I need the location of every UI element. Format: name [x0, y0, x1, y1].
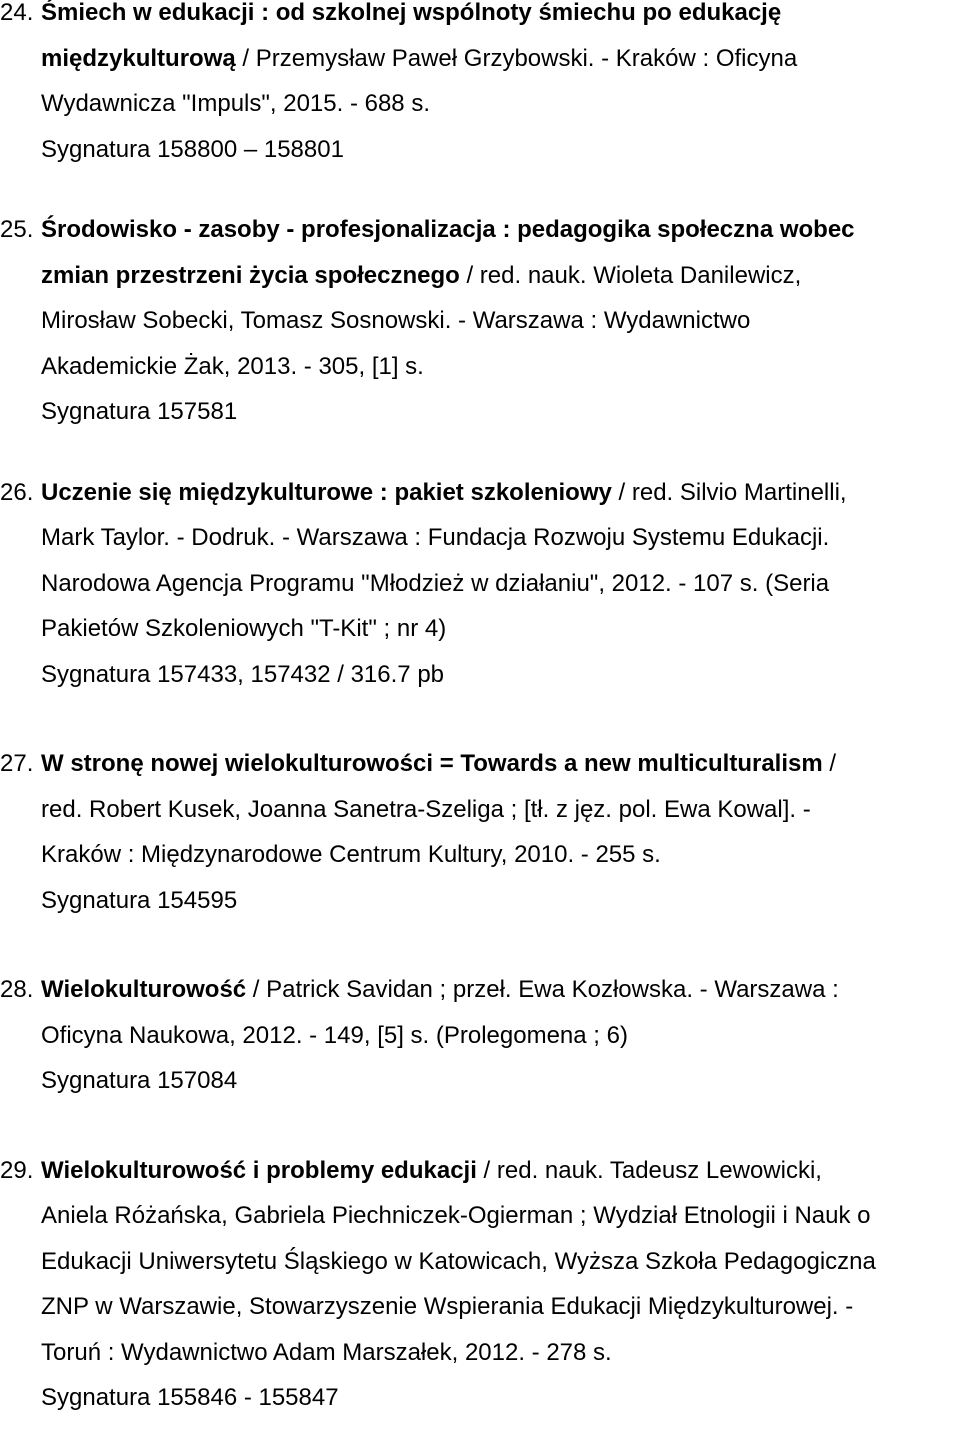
entry-line: [41, 81, 960, 127]
entry-text: Sygnatura 158800 – 158801: [41, 135, 344, 163]
entry-line: [41, 36, 960, 82]
entry-text: Sygnatura 154595: [41, 886, 238, 914]
entry-line: [41, 787, 960, 833]
entry-text: Sygnatura 157084: [41, 1067, 238, 1094]
entry-text: red. Robert Kusek, Joanna Sanetra-Szeliga ; [tł. z jęz. pol. Ewa Kowal]. -: [41, 795, 811, 823]
entry-text: Sygnatura 157581: [41, 398, 238, 425]
entry-number: 24.: [0, 0, 34, 26]
entry-title: zmian przestrzeni życia społecznego: [41, 261, 460, 289]
entry-number: 29.: [0, 1156, 34, 1184]
entry-line: [41, 832, 960, 878]
entry-text: Edukacji Uniwersytetu Śląskiego w Katowicach, Wyższa Szkoła Pedagogiczna: [41, 1247, 876, 1275]
entry-line: [41, 1330, 960, 1376]
entry-text: Oficyna Naukowa, 2012. - 149, [5] s. (Prolegomena ; 6): [41, 1021, 628, 1049]
entry-line: [41, 561, 960, 607]
entry-number: 28.: [0, 976, 34, 1003]
entry-line: [41, 741, 960, 787]
entry-line: [41, 606, 960, 652]
entry-signature: [41, 878, 960, 924]
entry-title: Wielokulturowość: [41, 976, 247, 1003]
entry-number: 27.: [0, 750, 34, 777]
bibliography-entry-27: [0, 741, 960, 923]
entry-text: Sygnatura 155846 - 155847: [41, 1384, 339, 1411]
entry-title: Wielokulturowość i problemy edukacji: [41, 1156, 477, 1184]
entry-text: Kraków : Międzynarodowe Centrum Kultury, 2010. - 255 s.: [41, 841, 661, 868]
entry-signature: [41, 1058, 960, 1104]
entry-signature: [41, 652, 960, 698]
entry-line: [41, 1013, 960, 1059]
entry-text: Toruń : Wydawnictwo Adam Marszałek, 2012. - 278 s.: [41, 1338, 612, 1366]
entry-title: Środowisko - zasoby - profesjonalizacja : pedagogika społeczna wobec: [41, 216, 855, 243]
entry-text: Mark Taylor. - Dodruk. - Warszawa : Fundacja Rozwoju Systemu Edukacji.: [41, 524, 830, 551]
entry-number: 25.: [0, 216, 34, 243]
entry-title: międzykulturową: [41, 44, 236, 72]
entry-text: /: [822, 750, 837, 777]
entry-text: / Patrick Savidan ; przeł. Ewa Kozłowska. - Warszawa :: [246, 976, 839, 1003]
entry-number: 26.: [0, 478, 34, 506]
entry-text: ZNP w Warszawie, Stowarzyszenie Wspierania Edukacji Międzykulturowej. -: [41, 1293, 854, 1320]
entry-text: Wydawnicza "Impuls", 2015. - 688 s.: [41, 90, 430, 117]
entry-line: [41, 0, 960, 36]
entry-text: / red. Silvio Martinelli,: [611, 478, 847, 506]
entry-text: / red. nauk. Wioleta Danilewicz,: [459, 261, 802, 289]
entry-signature: [41, 1375, 960, 1421]
entry-line: [41, 515, 960, 561]
entry-line: [41, 207, 960, 253]
bibliography-entry-28: [0, 967, 960, 1104]
entry-title: Śmiech w edukacji : od szkolnej wspólnoty śmiechu po edukację: [41, 0, 782, 26]
entry-line: [41, 253, 960, 299]
entry-title: Uczenie się międzykulturowe : pakiet szkoleniowy: [41, 478, 612, 506]
entry-signature: [41, 389, 960, 435]
entry-text: Sygnatura 157433, 157432 / 316.7 pb: [41, 660, 445, 688]
bibliography-entry-24: [0, 0, 960, 172]
entry-line: [41, 967, 960, 1013]
entry-line: [41, 470, 960, 516]
entry-text: / red. nauk. Tadeusz Lewowicki,: [476, 1156, 822, 1184]
entry-line: [41, 1193, 960, 1239]
entry-line: [41, 1239, 960, 1285]
entry-line: [41, 1284, 960, 1330]
entry-text: Akademickie Żak, 2013. - 305, [1] s.: [41, 352, 424, 380]
entry-text: / Przemysław Paweł Grzybowski. - Kraków : Oficyna: [235, 44, 798, 72]
entry-text: Narodowa Agencja Programu "Młodzież w działaniu", 2012. - 107 s. (Seria: [41, 569, 830, 597]
entry-line: [41, 1148, 960, 1194]
bibliography-entry-25: [0, 207, 960, 435]
entry-text: Mirosław Sobecki, Tomasz Sosnowski. - Warszawa : Wydawnictwo: [41, 307, 751, 334]
entry-text: Pakietów Szkoleniowych "T-Kit" ; nr 4): [41, 615, 447, 642]
entry-signature: [41, 127, 960, 173]
bibliography-entry-26: [0, 470, 960, 698]
bibliography-entry-29: [0, 1148, 960, 1421]
entry-title: W stronę nowej wielokulturowości = Towards a new multiculturalism: [41, 750, 823, 777]
entry-line: [41, 298, 960, 344]
entry-text: Aniela Różańska, Gabriela Piechniczek-Ogierman ; Wydział Etnologii i Nauk o: [41, 1202, 871, 1229]
entry-line: [41, 344, 960, 390]
